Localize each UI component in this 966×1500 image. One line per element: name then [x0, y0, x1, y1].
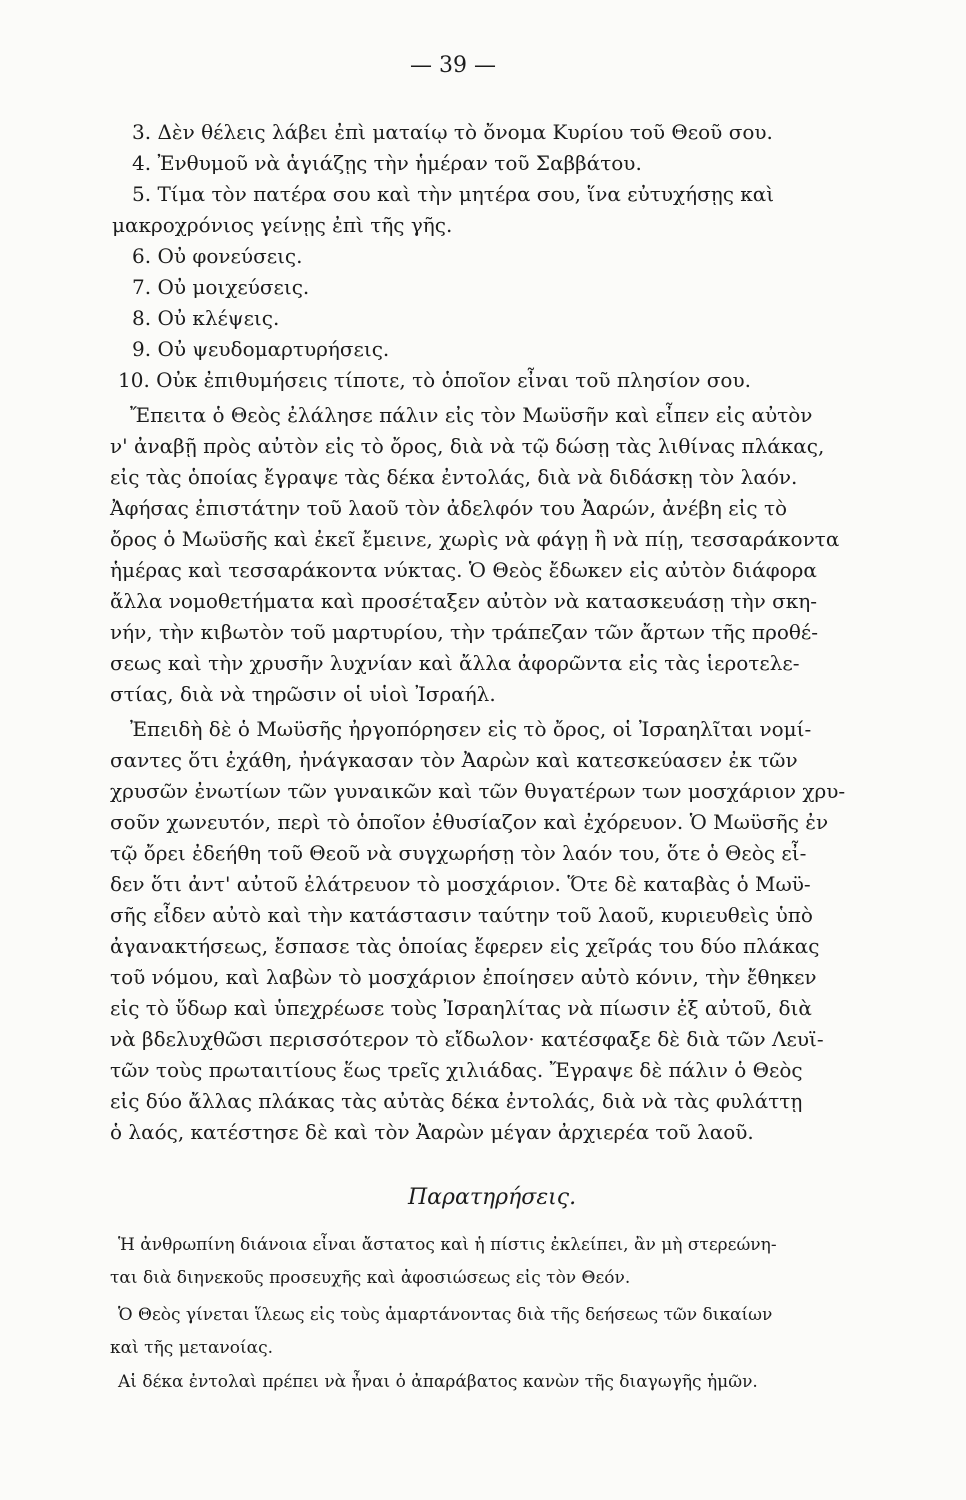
text-line: Ἔπειτα ὁ Θεὸς ἐλάλησε πάλιν εἰς τὸν Μωϋσῆν καὶ εἶπεν εἰς αὐτὸν	[130, 403, 813, 427]
text-line: νήν, τὴν κιβωτὸν τοῦ μαρτυρίου, τὴν τράπεζαν τῶν ἄρτων τῆς προθέ-	[110, 620, 819, 644]
observation-line: Ἡ ἀνθρωπίνη διάνοια εἶναι ἄστατος καὶ ἡ πίστις ἐκλείπει, ἂν μὴ στερεώνη-	[118, 1235, 777, 1255]
text-line: ὄρος ὁ Μωϋσῆς καὶ ἐκεῖ ἔμεινε, χωρὶς νὰ φάγῃ ἢ νὰ πίῃ, τεσσαράκοντα	[110, 527, 840, 551]
observation-line: καὶ τῆς μετανοίας.	[110, 1338, 274, 1358]
text-line: τῷ ὄρει ἐδεήθη τοῦ Θεοῦ νὰ συγχωρήσῃ τὸν λαόν του, ὅτε ὁ Θεὸς εἶ-	[110, 841, 807, 865]
text-line: εἰς δύο ἄλλας πλάκας τὰς αὐτὰς δέκα ἐντολάς, διὰ νὰ τὰς φυλάττῃ	[110, 1089, 803, 1113]
text-line: τῶν τοὺς πρωταιτίους ἕως τρεῖς χιλιάδας. Ἔγραψε δὲ πάλιν ὁ Θεὸς	[110, 1058, 803, 1082]
text-line: Ἀφήσας ἐπιστάτην τοῦ λαοῦ τὸν ἀδελφόν του Ἀαρών, ἀνέβη εἰς τὸ	[110, 496, 788, 520]
text-line: στίας, διὰ νὰ τηρῶσιν οἱ υἱοὶ Ἰσραήλ.	[110, 682, 496, 706]
text-line: ἡμέρας καὶ τεσσαράκοντα νύκτας. Ὁ Θεὸς ἔδωκεν εἰς αὐτὸν διάφορα	[110, 558, 817, 582]
commandment-3: 3. Δὲν θέλεις λάβει ἐπὶ ματαίῳ τὸ ὄνομα Κυρίου τοῦ Θεοῦ σου.	[132, 120, 773, 144]
commandment-8: 8. Οὐ κλέψεις.	[132, 306, 280, 330]
text-line: εἰς τὸ ὕδωρ καὶ ὑπεχρέωσε τοὺς Ἰσραηλίτας νὰ πίωσιν ἐξ αὐτοῦ, διὰ	[110, 996, 812, 1020]
commandment-6: 6. Οὐ φονεύσεις.	[132, 244, 303, 268]
text-line: τοῦ νόμου, καὶ λαβὼν τὸ μοσχάριον ἐποίησεν αὐτὸ κόνιν, τὴν ἔθηκεν	[110, 965, 817, 989]
observation-line: ται διὰ διηνεκοῦς προσευχῆς καὶ ἀφοσιώσεως εἰς τὸν Θεόν.	[110, 1268, 631, 1288]
text-line: Ἐπειδὴ δὲ ὁ Μωϋσῆς ἠργοπόρησεν εἰς τὸ ὄρος, οἱ Ἰσραηλῖται νομί-	[130, 717, 812, 741]
commandment-9: 9. Οὐ ψευδομαρτυρήσεις.	[132, 337, 390, 361]
page-number: — 39 —	[410, 53, 496, 78]
observations-title: Παρατηρήσεις.	[408, 1185, 577, 1210]
text-line: νὰ βδελυχθῶσι περισσότερον τὸ εἴδωλον· κατέσφαξε δὲ διὰ τῶν Λευϊ-	[110, 1027, 824, 1051]
text-line: ὁ λαός, κατέστησε δὲ καὶ τὸν Ἀαρὼν μέγαν ἀρχιερέα τοῦ λαοῦ.	[110, 1120, 754, 1144]
text-line: δεν ὅτι ἀντ' αὐτοῦ ἐλάτρευον τὸ μοσχάριον. Ὅτε δὲ καταβὰς ὁ Μωϋ-	[110, 872, 811, 896]
text-line: σεως καὶ τὴν χρυσῆν λυχνίαν καὶ ἄλλα ἀφορῶντα εἰς τὰς ἱεροτελε-	[110, 651, 800, 675]
commandment-10: 10. Οὐκ ἐπιθυμήσεις τίποτε, τὸ ὁποῖον εἶναι τοῦ πλησίον σου.	[118, 368, 751, 392]
text-line: σαντες ὅτι ἐχάθη, ἠνάγκασαν τὸν Ἀαρὼν καὶ κατεσκεύασεν ἐκ τῶν	[110, 748, 798, 772]
text-line: ἀγανακτήσεως, ἔσπασε τὰς ὁποίας ἔφερεν εἰς χεῖράς του δύο πλάκας	[110, 934, 820, 958]
commandment-4: 4. Ἐνθυμοῦ νὰ ἁγιάζῃς τὴν ἡμέραν τοῦ Σαββάτου.	[132, 151, 642, 175]
text-line: εἰς τὰς ὁποίας ἔγραψε τὰς δέκα ἐντολάς, διὰ νὰ διδάσκῃ τὸν λαόν.	[110, 465, 798, 489]
observation-line: Ὁ Θεὸς γίνεται ἵλεως εἰς τοὺς ἁμαρτάνοντας διὰ τῆς δεήσεως τῶν δικαίων	[118, 1305, 773, 1325]
commandment-5-cont: μακροχρόνιος γείνῃς ἐπὶ τῆς γῆς.	[112, 213, 453, 237]
text-line: χρυσῶν ἐνωτίων τῶν γυναικῶν καὶ τῶν θυγατέρων των μοσχάριον χρυ-	[110, 779, 846, 803]
text-line: σῆς εἶδεν αὐτὸ καὶ τὴν κατάστασιν ταύτην τοῦ λαοῦ, κυριευθεὶς ὑπὸ	[110, 903, 813, 927]
text-line: ν' ἀναβῇ πρὸς αὐτὸν εἰς τὸ ὄρος, διὰ νὰ τῷ δώσῃ τὰς λιθίνας πλάκας,	[110, 434, 825, 458]
observation-line: Αἱ δέκα ἐντολαὶ πρέπει νὰ ἦναι ὁ ἀπαράβατος κανὼν τῆς διαγωγῆς ἡμῶν.	[118, 1372, 758, 1392]
commandment-7: 7. Οὐ μοιχεύσεις.	[132, 275, 310, 299]
text-line: σοῦν χωνευτόν, περὶ τὸ ὁποῖον ἐθυσίαζον καὶ ἐχόρευον. Ὁ Μωϋσῆς ἐν	[110, 810, 829, 834]
commandment-5: 5. Τίμα τὸν πατέρα σου καὶ τὴν μητέρα σου, ἵνα εὐτυχήσῃς καὶ	[132, 182, 775, 206]
text-line: ἄλλα νομοθετήματα καὶ προσέταξεν αὐτὸν νὰ κατασκευάσῃ τὴν σκη-	[110, 589, 817, 613]
